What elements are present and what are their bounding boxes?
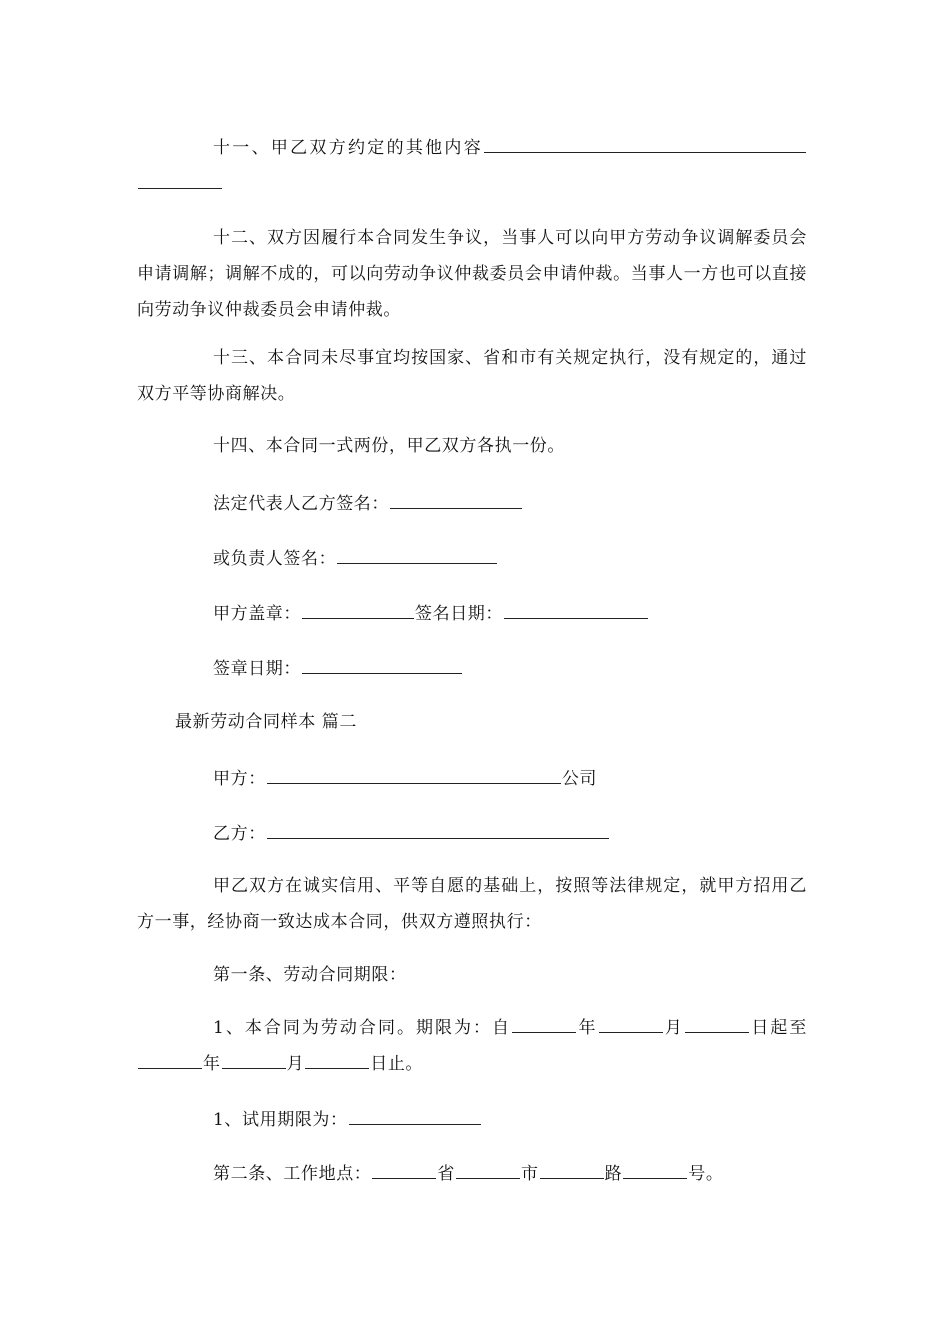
seal-date-label: 签章日期：: [213, 659, 301, 679]
term-end-year-blank[interactable]: [138, 1050, 202, 1069]
clause-13: 十三、本合同未尽事宜均按国家、省和市有关规定执行，没有规定的，通过双方平等协商解决。: [137, 348, 807, 404]
term-year2-label: 年: [203, 1054, 221, 1074]
term-start-month-blank[interactable]: [599, 1014, 663, 1033]
term-prefix: 1、本合同为劳动合同。期限为：自: [213, 1018, 512, 1038]
workplace-prefix: 第二条、工作地点：: [213, 1164, 372, 1184]
probation-blank[interactable]: [349, 1106, 481, 1125]
term-month-label: 月: [663, 1018, 684, 1038]
responsible-label: 或负责人签名：: [213, 549, 337, 569]
term-day-to-label: 日止。: [370, 1054, 424, 1074]
party-a-blank[interactable]: [267, 765, 561, 784]
party-b-line: [213, 820, 610, 846]
sign-date-blank[interactable]: [504, 600, 648, 619]
party-a-seal-blank[interactable]: [302, 600, 414, 619]
sign-date-label: 签名日期：: [415, 604, 503, 624]
city-blank[interactable]: [456, 1160, 520, 1179]
road-label: 路: [604, 1164, 623, 1184]
probation-line: [213, 1106, 482, 1132]
term-month2-label: 月: [286, 1054, 305, 1074]
legal-rep-blank[interactable]: [390, 490, 522, 509]
seal-and-date: [213, 600, 649, 626]
term-start-day-blank[interactable]: [685, 1014, 749, 1033]
party-b-label: 乙方：: [213, 824, 266, 844]
term-end-month-blank[interactable]: [222, 1050, 286, 1069]
party-a-label: 甲方：: [213, 769, 266, 789]
legal-rep-label: 法定代表人乙方签名：: [213, 494, 389, 514]
seal-date: [213, 655, 463, 681]
city-label: 市: [521, 1164, 539, 1184]
article-1-title: 第一条、劳动合同期限：: [213, 965, 407, 985]
clause-11-blank-cont[interactable]: [138, 170, 222, 189]
party-b-blank[interactable]: [267, 820, 609, 839]
party-a-line: [213, 765, 597, 791]
section-2-title: 最新劳动合同样本 篇二: [175, 712, 358, 732]
term-end-day-blank[interactable]: [305, 1050, 369, 1069]
responsible-blank[interactable]: [337, 545, 497, 564]
seal-date-blank[interactable]: [302, 655, 462, 674]
contract-intro: 甲乙双方在诚实信用、平等自愿的基础上，按照等法律规定，就甲方招用乙方一事，经协商一致达成本合同，供双方遵照执行：: [137, 876, 807, 932]
workplace-line: [213, 1160, 723, 1186]
term-start-year-blank[interactable]: [512, 1014, 576, 1033]
clause-11: [137, 130, 807, 202]
party-a-seal-label: 甲方盖章：: [213, 604, 301, 624]
responsible-signature: [213, 545, 498, 571]
road-blank[interactable]: [540, 1160, 604, 1179]
term-day-from-label: 日起至: [749, 1018, 807, 1038]
term-year-label: 年: [577, 1018, 598, 1038]
party-a-suffix: 公司: [561, 769, 598, 789]
number-label: 号。: [688, 1164, 724, 1184]
legal-rep-signature: [213, 490, 523, 516]
contract-term: [137, 1010, 807, 1082]
number-blank[interactable]: [623, 1160, 687, 1179]
province-blank[interactable]: [372, 1160, 436, 1179]
clause-11-blank[interactable]: [484, 134, 806, 153]
province-label: 省: [437, 1164, 456, 1184]
clause-14: 十四、本合同一式两份，甲乙双方各执一份。: [213, 436, 565, 456]
clause-12: 十二、双方因履行本合同发生争议，当事人可以向甲方劳动争议调解委员会申请调解；调解不成的，可以向劳动争议仲裁委员会申请仲裁。当事人一方也可以直接向劳动争议仲裁委员会申请仲裁。: [137, 228, 807, 320]
probation-label: 1、试用期限为：: [213, 1110, 348, 1130]
clause-11-text: 十一、甲乙双方约定的其他内容: [213, 138, 483, 158]
